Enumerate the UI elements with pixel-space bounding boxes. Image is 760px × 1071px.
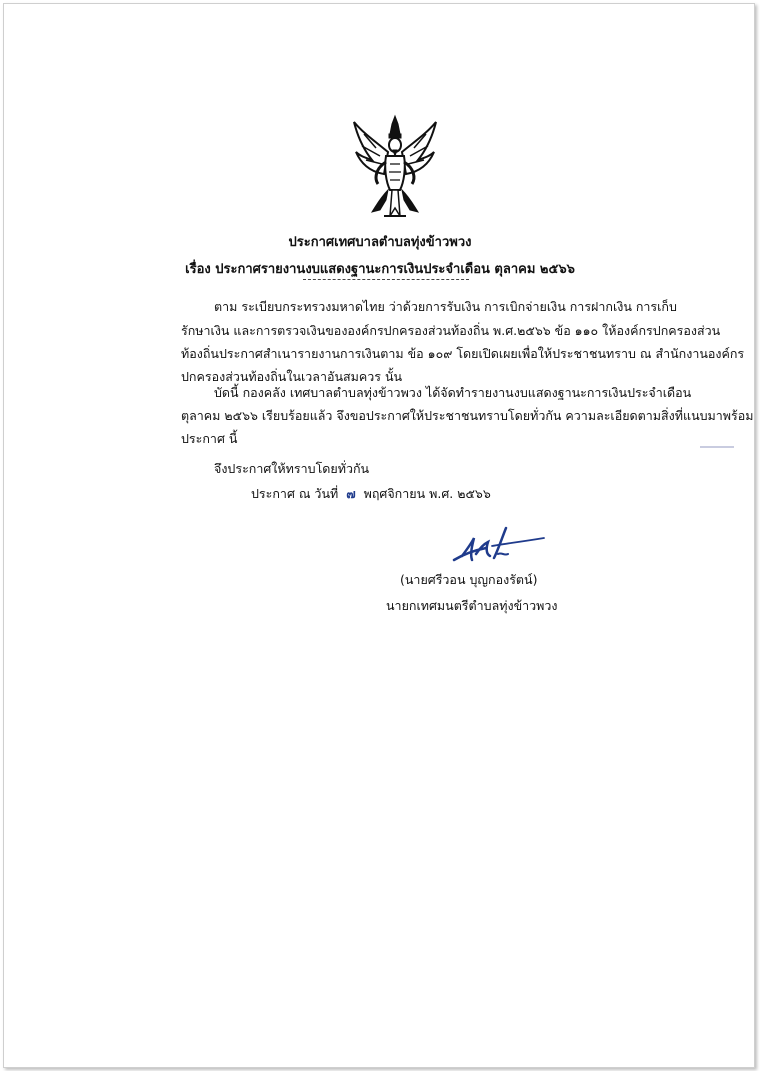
date-day: ๗ xyxy=(346,486,356,501)
date-suffix: พฤศจิกายน พ.ศ. ๒๕๖๖ xyxy=(363,486,491,501)
signatory-name: (นายศรีวอน บุญกองรัตน์) xyxy=(400,572,538,587)
paragraph2-line3: ประกาศ นี้ xyxy=(181,431,238,446)
date-prefix: ประกาศ ณ วันที่ xyxy=(251,486,339,501)
scan-mark xyxy=(700,446,734,448)
handwritten-signature xyxy=(450,524,548,570)
paragraph2-line2: ตุลาคม ๒๕๖๖ เรียบร้อยแล้ว จึงขอประกาศให้ประชาชนทราบโดยทั่วกัน ความละเอียดตามสิ่งที่แนบมาพร้อม xyxy=(181,408,754,423)
signatory-position: นายกเทศมนตรีตำบลทุ่งข้าวพวง xyxy=(386,598,558,613)
paragraph1-line3: ท้องถิ่นประกาศสำเนารายงานการเงินตาม ข้อ ๑๐๙ โดยเปิดเผยเพื่อให้ประชาชนทราบ ณ สำนักงานองค์กร xyxy=(181,346,745,361)
title-divider xyxy=(303,279,469,280)
paragraph1-line4: ปกครองส่วนท้องถิ่นในเวลาอันสมควร นั้น xyxy=(181,369,403,384)
announcement-subject: เรื่อง ประกาศรายงานงบแสดงฐานะการเงินประจำเดือน ตุลาคม ๒๕๖๖ xyxy=(185,262,575,277)
garuda-emblem xyxy=(346,112,444,224)
announcement-title: ประกาศเทศบาลตำบลทุ่งข้าวพวง xyxy=(288,235,472,250)
paragraph1-line1: ตาม ระเบียบกระทรวงมหาดไทย ว่าด้วยการรับเงิน การเบิกจ่ายเงิน การฝากเงิน การเก็บ xyxy=(214,299,677,314)
announcement-date xyxy=(251,484,491,504)
paragraph2-line1: บัดนี้ กองคลัง เทศบาลตำบลทุ่งข้าวพวง ได้จัดทำรายงานงบแสดงฐานะการเงินประจำเดือน xyxy=(214,385,692,400)
closing-statement: จึงประกาศให้ทราบโดยทั่วกัน xyxy=(214,461,370,476)
paragraph1-line2: รักษาเงิน และการตรวจเงินขององค์กรปกครองส่วนท้องถิ่น พ.ศ.๒๕๖๖ ข้อ ๑๑๐ ให้องค์กรปกครองส่วน xyxy=(181,323,721,338)
